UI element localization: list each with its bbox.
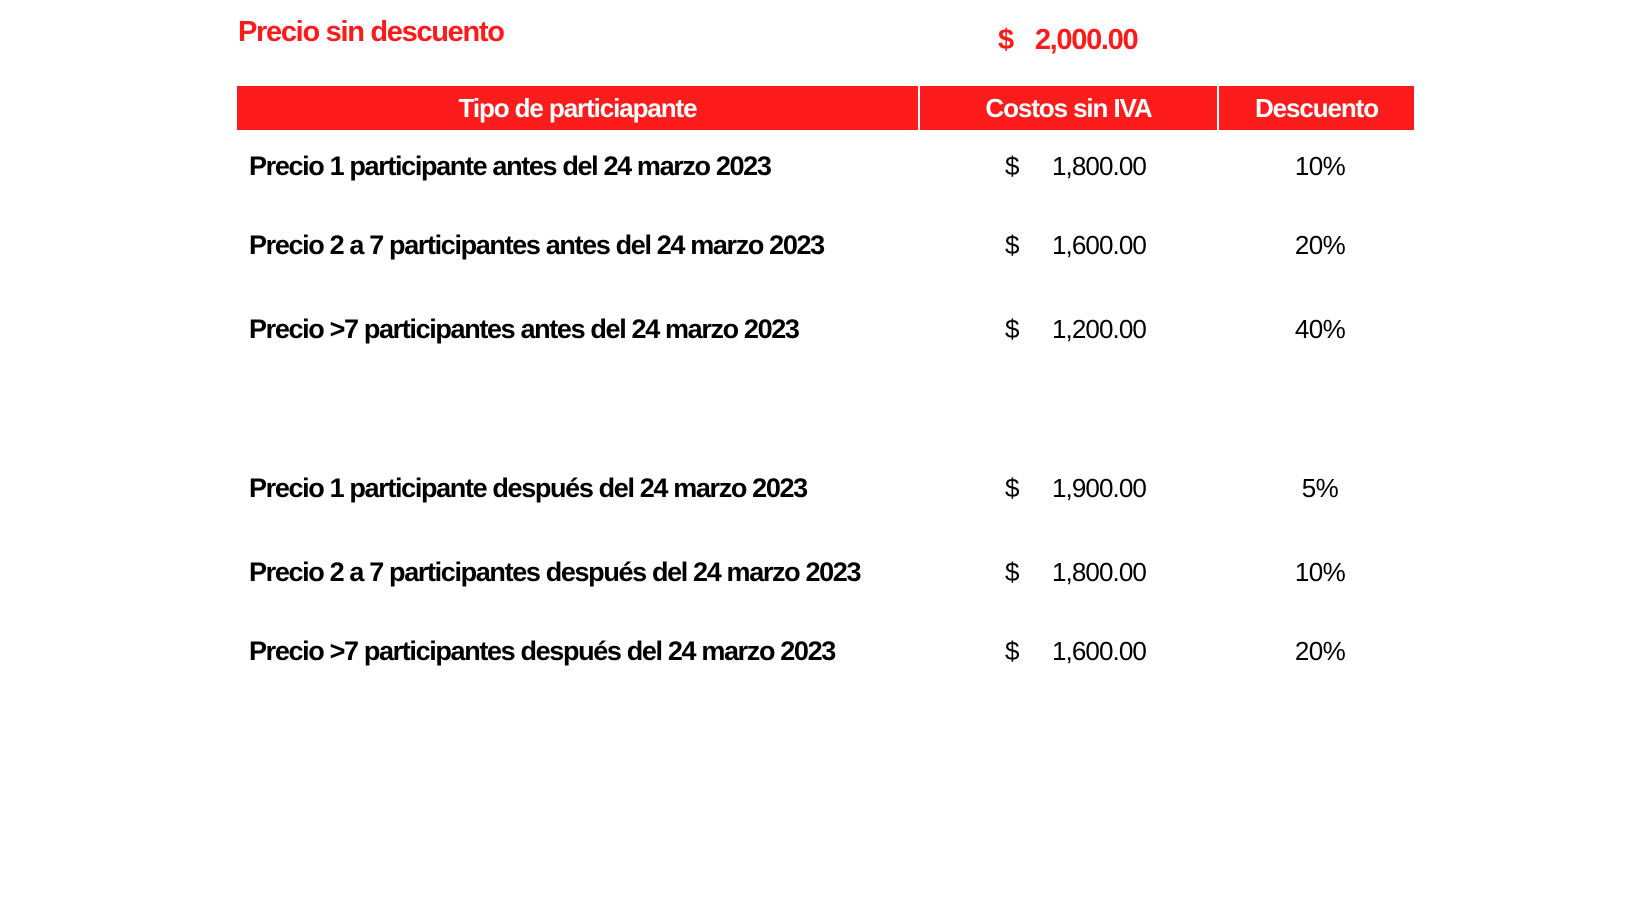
row-discount: 10% <box>1294 151 1346 181</box>
table-row <box>0 146 1640 186</box>
header-cost-without-vat: Costos sin IVA <box>920 86 1219 130</box>
row-cost: 1,900.00 <box>1051 473 1146 503</box>
table-row <box>0 225 1640 265</box>
row-discount: 5% <box>1301 473 1339 503</box>
table-row <box>0 552 1640 592</box>
row-cost: 1,800.00 <box>1051 151 1146 181</box>
header-discount: Descuento <box>1254 93 1379 123</box>
row-discount: 10% <box>1294 557 1346 587</box>
row-currency-symbol: $ <box>1005 636 1019 666</box>
row-participant-type: Precio 1 participante antes del 24 marzo 2023 <box>249 151 771 181</box>
row-currency-symbol: $ <box>1005 151 1019 181</box>
header-participant-type: Tipo de particiapante <box>237 86 920 130</box>
row-currency-symbol: $ <box>1005 473 1019 503</box>
row-participant-type: Precio >7 participantes después del 24 marzo 2023 <box>249 636 835 666</box>
row-currency-symbol: $ <box>1005 314 1019 344</box>
table-row <box>0 309 1640 349</box>
row-participant-type: Precio 2 a 7 participantes después del 24 marzo 2023 <box>249 557 861 587</box>
table-row <box>0 468 1640 508</box>
row-cost: 1,600.00 <box>1051 230 1146 260</box>
row-discount: 20% <box>1294 636 1346 666</box>
undiscounted-price-label: Precio sin descuento <box>238 16 504 48</box>
row-participant-type: Precio 2 a 7 participantes antes del 24 marzo 2023 <box>249 230 824 260</box>
table-row <box>0 631 1640 671</box>
row-currency-symbol: $ <box>1005 230 1019 260</box>
row-participant-type: Precio 1 participante después del 24 marzo 2023 <box>249 473 807 503</box>
row-discount: 40% <box>1294 314 1346 344</box>
row-cost: 1,200.00 <box>1051 314 1146 344</box>
table-header <box>237 86 1414 130</box>
row-discount: 20% <box>1294 230 1346 260</box>
row-currency-symbol: $ <box>1005 557 1019 587</box>
row-participant-type: Precio >7 participantes antes del 24 marzo 2023 <box>249 314 799 344</box>
row-cost: 1,800.00 <box>1051 557 1146 587</box>
row-cost: 1,600.00 <box>1051 636 1146 666</box>
undiscounted-amount: 2,000.00 <box>1034 24 1138 56</box>
undiscounted-price-value <box>998 24 1137 57</box>
currency-symbol: $ <box>998 24 1013 56</box>
